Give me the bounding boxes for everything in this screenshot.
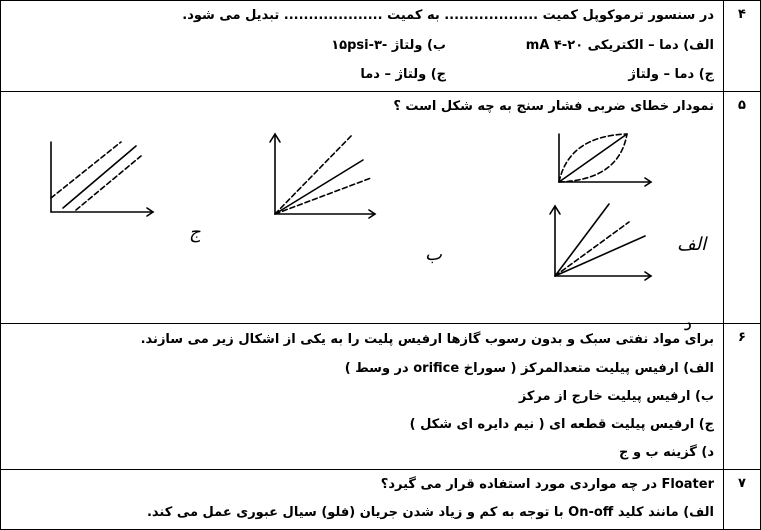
question-content	[1, 324, 722, 469]
graph-label-d: د	[683, 314, 692, 335]
graph-c	[41, 140, 161, 220]
option-d: د) گزینه ب و ج	[619, 445, 714, 460]
question-number: ۷	[723, 470, 760, 529]
question-6	[1, 324, 760, 470]
question-number: ۵	[723, 92, 760, 323]
question-4	[1, 1, 760, 92]
graph-label-b: ب	[425, 244, 442, 265]
graph-a	[549, 130, 659, 190]
graph-label-c: ج	[189, 222, 201, 243]
option-b: ب) ارفیس پیلیت خارج از مرکز	[518, 389, 714, 404]
question-number: ۴	[723, 1, 760, 91]
option-a: الف) دما – الکتریکی ۲۰-۴ mA	[525, 38, 714, 53]
question-content	[1, 470, 722, 529]
option-c: ج) دما – ولتاژ	[628, 67, 714, 82]
option-a: الف) ارفیس پیلیت متعدالمرکز ( سوراخ orifice در وسط )	[344, 361, 714, 376]
question-text: Floater در چه مواردی مورد استفاده قرار می گیرد؟	[380, 477, 714, 492]
graph-b	[263, 130, 383, 220]
graph-d	[549, 202, 659, 284]
option-d: ج) ولتاژ – دما	[360, 67, 446, 82]
question-text: نمودار خطای ضربی فشار سنج به چه شکل است ؟	[393, 99, 714, 114]
question-content	[1, 1, 722, 91]
question-text: برای مواد نفتی سبک و بدون رسوب گازها ارفیس پلیت را به یکی از اشکال زیر می سازند.	[140, 332, 714, 347]
option-c: ج) ارفیس پیلیت قطعه ای ( نیم دایره ای شکل )	[409, 417, 714, 432]
question-number: ۶	[723, 324, 760, 469]
question-text: در سنسور ترموکوپل کمیت ................... به کمیت .................... تبدیل می شود.	[182, 8, 714, 23]
graph-label-a: الف	[677, 234, 707, 255]
question-content	[1, 92, 722, 335]
option-a: الف) مانند کلید On-off با توجه به کم و زیاد شدن جریان (فلو) سیال عبوری عمل می کند.	[146, 505, 714, 520]
question-5	[1, 92, 760, 335]
option-b: ب) ولتاژ -۱۵psi-۳	[331, 38, 446, 53]
question-7	[1, 470, 760, 529]
